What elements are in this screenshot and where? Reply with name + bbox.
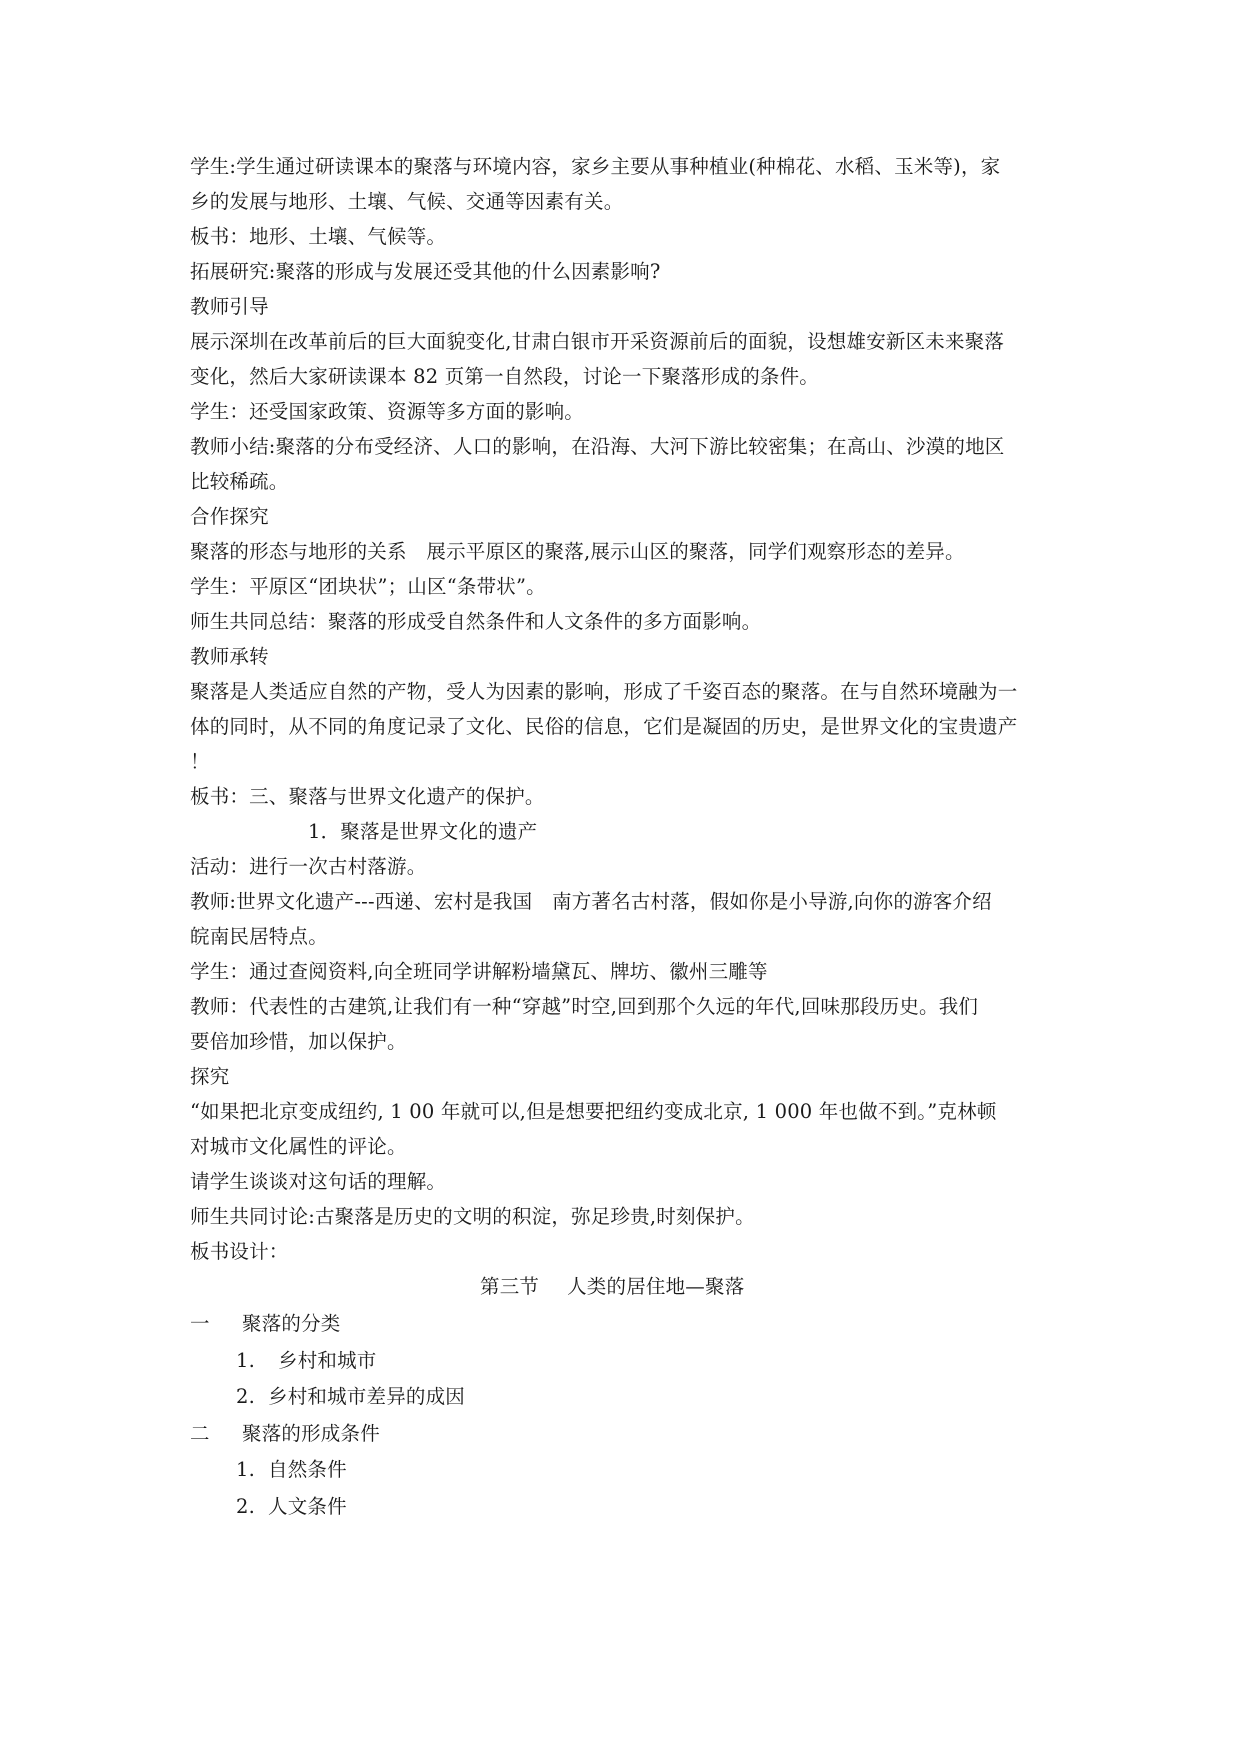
text-line: 教师引导 bbox=[190, 295, 269, 318]
text-line: 板书：地形、土壤、气候等。 bbox=[190, 225, 447, 248]
text-line: 师生共同总结：聚落的形成受自然条件和人文条件的多方面影响。 bbox=[190, 610, 762, 633]
text-line: 教师承转 bbox=[190, 645, 269, 668]
text-line: 学生:学生通过研读课本的聚落与环境内容，家乡主要从事种植业(种棉花、水稻、玉米等)，家 bbox=[190, 155, 1001, 178]
text-line: 体的同时，从不同的角度记录了文化、民俗的信息，它们是凝固的历史，是世界文化的宝贵遗产 bbox=[190, 715, 1018, 738]
outline-item bbox=[236, 1456, 347, 1484]
text-line: 展示深圳在改革前后的巨大面貌变化,甘肃白银市开采资源前后的面貌，设想雄安新区未来聚落 bbox=[190, 330, 1005, 353]
outline-section-number: 二 bbox=[190, 1422, 210, 1445]
text-line: 要倍加珍惜，加以保护。 bbox=[190, 1030, 407, 1053]
text-line: 探究 bbox=[190, 1065, 230, 1088]
outline-item bbox=[236, 1493, 347, 1521]
text-line: 学生：平原区“团块状”；山区“条带状”。 bbox=[190, 575, 546, 598]
text-line: 变化，然后大家研读课本 82 页第一自然段，讨论一下聚落形成的条件。 bbox=[190, 365, 820, 388]
outline-item-number: 2. bbox=[236, 1495, 256, 1518]
text-line: 教师小结:聚落的分布受经济、人口的影响，在沿海、大河下游比较密集；在高山、沙漠的地区 bbox=[190, 435, 1005, 458]
text-line: “如果把北京变成纽约, 1 00 年就可以,但是想要把纽约变成北京, 1 000 年也做不到。”克林顿 bbox=[190, 1100, 997, 1123]
text-line: 合作探究 bbox=[190, 505, 269, 528]
outline-item-number: 1. bbox=[236, 1458, 256, 1481]
board-title-section: 第三节 bbox=[480, 1275, 540, 1298]
text-line: 乡的发展与地形、土壤、气候、交通等因素有关。 bbox=[190, 190, 624, 213]
text-line: 学生：还受国家政策、资源等多方面的影响。 bbox=[190, 400, 585, 423]
text-line: 板书：三、聚落与世界文化遗产的保护。 bbox=[190, 785, 545, 808]
text-line: 板书设计： bbox=[190, 1240, 289, 1263]
text-line: 皖南民居特点。 bbox=[190, 925, 328, 948]
outline-item-number: 1. bbox=[236, 1349, 256, 1372]
text-line: 聚落是人类适应自然的产物，受人为因素的影响，形成了千姿百态的聚落。在与自然环境融为一 bbox=[190, 680, 1018, 703]
outline-item bbox=[236, 1383, 465, 1411]
text-line: 师生共同讨论:古聚落是历史的文明的积淀，弥足珍贵,时刻保护。 bbox=[190, 1205, 755, 1228]
board-step-line: 1．聚落是世界文化的遗产 bbox=[308, 820, 538, 843]
outline-item bbox=[236, 1347, 377, 1375]
board-title-topic: 人类的居住地—聚落 bbox=[567, 1275, 745, 1298]
outline-section-title: 聚落的形成条件 bbox=[242, 1422, 380, 1445]
outline-section bbox=[190, 1310, 341, 1338]
text-line: 拓展研究:聚落的形成与发展还受其他的什么因素影响? bbox=[190, 260, 661, 283]
text-line: 聚落的形态与地形的关系 展示平原区的聚落,展示山区的聚落，同学们观察形态的差异。 bbox=[190, 540, 965, 563]
outline-section-title: 聚落的分类 bbox=[242, 1312, 341, 1335]
outline-section bbox=[190, 1420, 380, 1448]
text-line: 教师:世界文化遗产---西递、宏村是我国 南方著名古村落，假如你是小导游,向你的游客介绍 bbox=[190, 890, 992, 913]
text-line: 对城市文化属性的评论。 bbox=[190, 1135, 407, 1158]
text-line: ！ bbox=[190, 750, 210, 773]
text-line: 请学生谈谈对这句话的理解。 bbox=[190, 1170, 447, 1193]
board-title bbox=[480, 1273, 744, 1301]
outline-item-text: 乡村和城市差异的成因 bbox=[268, 1385, 466, 1408]
outline-section-number: 一 bbox=[190, 1312, 210, 1335]
text-line: 活动：进行一次古村落游。 bbox=[190, 855, 427, 878]
text-line: 比较稀疏。 bbox=[190, 470, 289, 493]
text-line: 学生：通过查阅资料,向全班同学讲解粉墙黛瓦、牌坊、徽州三雕等 bbox=[190, 960, 768, 983]
outline-item-text: 自然条件 bbox=[268, 1458, 347, 1481]
outline-item-text: 乡村和城市 bbox=[278, 1349, 377, 1372]
outline-item-number: 2. bbox=[236, 1385, 256, 1408]
text-line: 教师：代表性的古建筑,让我们有一种“穿越”时空,回到那个久远的年代,回味那段历史。我们 bbox=[190, 995, 979, 1018]
outline-item-text: 人文条件 bbox=[268, 1495, 347, 1518]
